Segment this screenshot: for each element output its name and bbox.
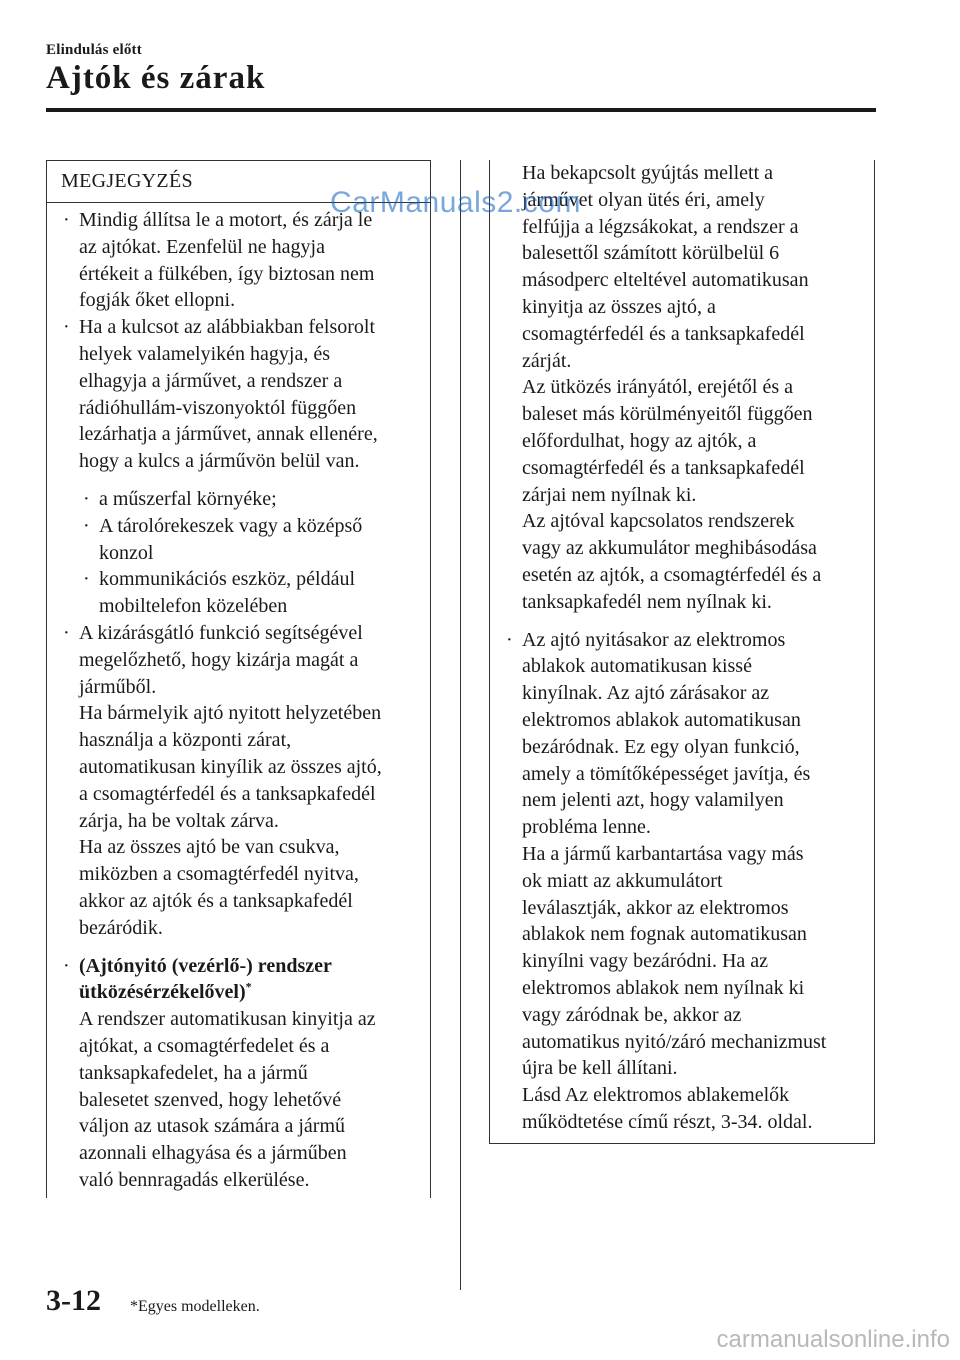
text-line: másodperc elteltével automatikusan	[522, 269, 809, 292]
site-watermark: carmanualsonline.info	[716, 1326, 950, 1353]
bullet-item	[61, 314, 422, 475]
text-line: vagy az akkumulátor meghibásodása	[522, 537, 817, 560]
text-line: ok miatt az akkumulátort	[522, 869, 723, 892]
text-line: zárjai nem nyílnak ki.	[522, 483, 697, 506]
text-line: ablakok nem fognak automatikusan	[522, 923, 807, 946]
right-note-box	[489, 160, 875, 1144]
note-heading: MEGJEGYZÉS	[47, 161, 430, 203]
text-line: kinyílnak. Az ajtó zárásakor az	[522, 682, 770, 705]
text-line: vagy záródnak be, akkor az	[522, 1003, 742, 1026]
note-box	[46, 160, 431, 1198]
text-line: működtetése című részt, 3-34. oldal.	[522, 1110, 813, 1133]
text-line: baleset más körülményeitől függően	[522, 403, 813, 426]
bullet-item	[504, 627, 866, 1136]
right-note-body	[490, 160, 874, 1136]
bullet-item	[61, 953, 422, 1194]
text-line: kinyílni vagy bezáródni. Ha az	[522, 950, 769, 973]
sub-bullet-item	[61, 486, 422, 513]
sub-bullet-item	[61, 513, 422, 567]
asterisk-mark: *	[245, 979, 252, 994]
text-line: a csomagtérfedél és a tanksapkafedél	[79, 782, 376, 805]
spacer	[504, 616, 866, 627]
text-line: elhagyja a járművet, a rendszer a	[79, 369, 343, 392]
text-line: akkor az ajtók és a tanksapkafedél	[79, 889, 353, 912]
text-line: A rendszer automatikusan kinyitja az	[79, 1008, 376, 1031]
text-line: bezáródik.	[79, 916, 163, 939]
section-label: Elindulás előtt	[46, 42, 142, 58]
text-line: elektromos ablakok automatikusan	[522, 708, 801, 731]
bullet-dot: ·	[83, 487, 90, 510]
bullet-dot: ·	[506, 628, 513, 651]
bullet-dot: ·	[63, 316, 70, 339]
text-line: elektromos ablakok nem nyílnak ki	[522, 976, 805, 999]
text-line: Mindig állítsa le a motort, és zárja le	[79, 209, 373, 231]
bullet-item	[61, 207, 422, 314]
text-line: esetén az ajtók, a csomagtérfedél és a	[522, 563, 822, 586]
text-line: rádióhullám-viszonyoktól függően	[79, 396, 357, 419]
bullet-dot: ·	[83, 514, 90, 537]
bullet-dot: ·	[63, 954, 70, 977]
bullet-dot: ·	[63, 209, 70, 231]
footnote: *Egyes modelleken.	[130, 1298, 260, 1315]
text-line: fogják őket ellopni.	[79, 289, 236, 312]
text-line: váljon az utasok számára a jármű	[79, 1115, 345, 1138]
text-line: Lásd Az elektromos ablakemelők	[522, 1084, 790, 1107]
text-line: Ha bármelyik ajtó nyitott helyzetében	[79, 702, 382, 725]
text-line: probléma lenne.	[522, 816, 651, 839]
text-line: konzol	[99, 541, 154, 564]
bullet-dot: ·	[83, 568, 90, 591]
spacer	[61, 942, 422, 953]
text-line: helyek valamelyikén hagyja, és	[79, 342, 331, 365]
text-line: Ha a kulcsot az alábbiakban felsorolt	[79, 316, 375, 339]
text-line: azonnali elhagyása és a járműben	[79, 1142, 347, 1165]
text-line: tanksapkafedelet, ha a jármű	[79, 1061, 308, 1084]
text-line: automatikusan kinyílik az összes ajtó,	[79, 755, 382, 778]
text-line: zárját.	[522, 349, 572, 372]
text-line: A kizárásgátló funkció segítségével	[79, 621, 363, 644]
page-title: Ajtók és zárak	[46, 60, 266, 96]
text-line: a műszerfal környéke;	[99, 487, 277, 510]
spacer	[61, 475, 422, 486]
column-divider	[460, 160, 461, 1290]
title-rule	[46, 108, 876, 112]
text-line: csomagtérfedél és a tanksapkafedél	[522, 322, 805, 345]
text-line: balesetet szenved, hogy lehetővé	[79, 1088, 342, 1111]
text-line: leválasztják, akkor az elektromos	[522, 896, 789, 919]
text-line: amely a tömítőképességet javítja, és	[522, 762, 811, 785]
text-line: lezárhatja a járművet, annak ellenére,	[79, 423, 378, 446]
text-line: járművet olyan ütés éri, amely	[522, 188, 765, 211]
text-line: ablakok automatikusan kissé	[522, 655, 752, 678]
text-line: Az ajtó nyitásakor az elektromos	[522, 628, 786, 651]
text-line: tanksapkafedél nem nyílnak ki.	[522, 590, 772, 613]
text-line: Az ütközés irányától, erejétől és a	[522, 376, 793, 399]
text-line: csomagtérfedél és a tanksapkafedél	[522, 456, 805, 479]
text-line: automatikus nyitó/záró mechanizmust	[522, 1030, 827, 1053]
text-line: az ajtókat. Ezenfelül ne hagyja	[79, 235, 325, 258]
text-line: kommunikációs eszköz, például	[99, 568, 356, 591]
page-number: 3-12	[46, 1284, 101, 1317]
bold-heading-line: ütközésérzékelővel)*	[79, 979, 252, 1004]
text-line: Az ajtóval kapcsolatos rendszerek	[522, 510, 795, 533]
text-line: balesettől számított körülbelül 6	[522, 242, 780, 265]
text-line: értékeit a fülkében, így biztosan nem	[79, 262, 375, 285]
text-line: Ha az összes ajtó be van csukva,	[79, 836, 340, 859]
text-line: használja a központi zárat,	[79, 729, 292, 752]
text-line: kinyitja az összes ajtó, a	[522, 295, 716, 318]
watermark-logo: CarManuals2.com	[330, 186, 581, 219]
text-line: járműből.	[79, 675, 157, 698]
text-line: Ha bekapcsolt gyújtás mellett a	[522, 162, 774, 184]
note-body	[47, 203, 430, 1194]
text-line: miközben a csomagtérfedél nyitva,	[79, 863, 359, 886]
text-line: Ha a jármű karbantartása vagy más	[522, 842, 804, 865]
text-line: megelőzhető, hogy kizárja magát a	[79, 648, 359, 671]
text-line: A tárolórekeszek vagy a középső	[99, 514, 363, 537]
text-line: bezáródnak. Ez egy olyan funkció,	[522, 735, 800, 758]
text-line: újra be kell állítani.	[522, 1057, 678, 1080]
bullet-dot: ·	[63, 621, 70, 644]
sub-bullet-item	[61, 566, 422, 620]
text-line: ajtókat, a csomagtérfedelet és a	[79, 1034, 330, 1057]
bullet-item	[61, 620, 422, 942]
text-line: mobiltelefon közelében	[99, 595, 288, 618]
text-line: nem jelenti azt, hogy valamilyen	[522, 789, 784, 812]
text-line: felfújja a légzsákokat, a rendszer a	[522, 215, 799, 238]
text-line: hogy a kulcs a járművön belül van.	[79, 450, 360, 473]
text-line: előfordulhat, hogy az ajtók, a	[522, 429, 757, 452]
continued-paragraph	[504, 160, 866, 616]
text-line: zárja, ha be voltak zárva.	[79, 809, 279, 832]
text-line: való bennragadás elkerülése.	[79, 1168, 310, 1191]
bold-heading-line: (Ajtónyitó (vezérlő-) rendszer	[79, 954, 332, 977]
